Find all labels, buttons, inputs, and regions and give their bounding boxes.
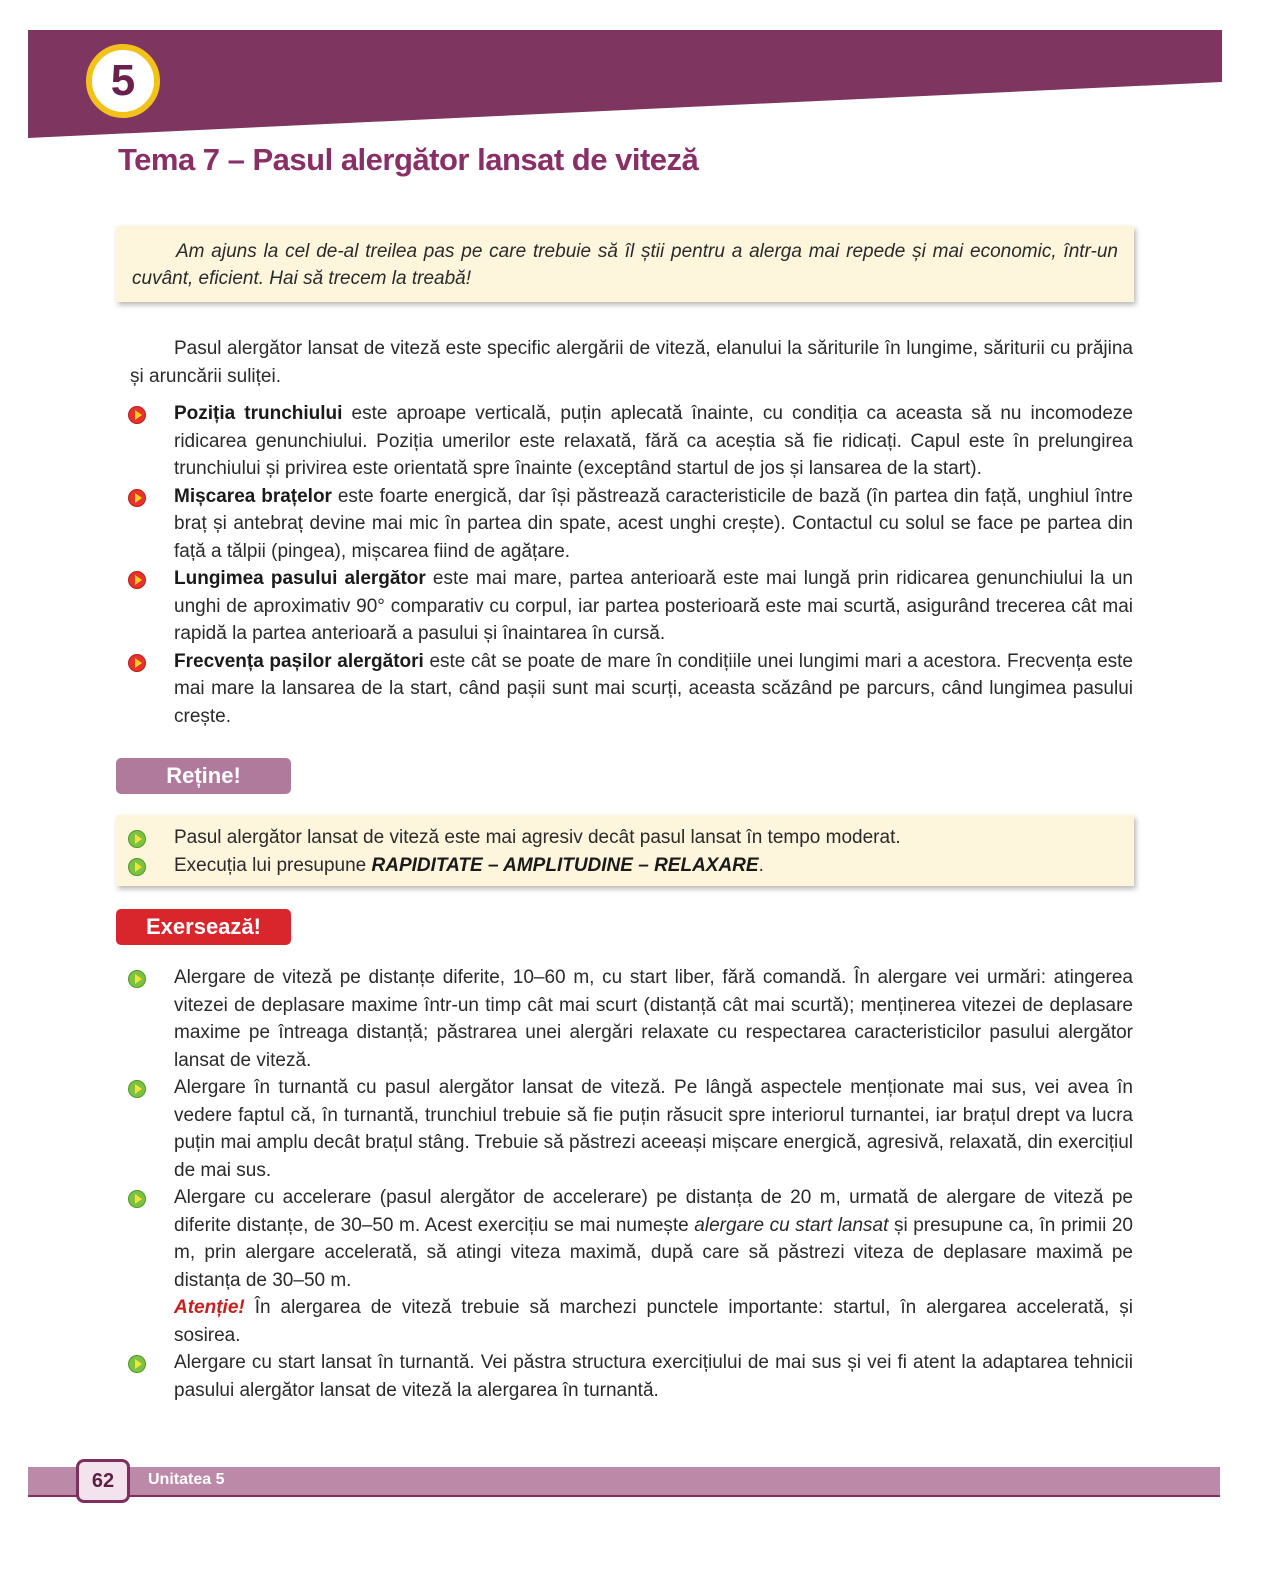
- bullet-icon: [128, 970, 146, 988]
- bullet-icon: [128, 830, 146, 848]
- point-text: este foarte energică, dar își păstrează caracteristicile de bază (în partea din față, unghiul între braț și antebraț devine mai mic în partea din spate, acest unghi crește). Contactul cu solul se face pe partea din față a tălpii (pingea), mișcarea fiind de agățare.: [174, 485, 1133, 562]
- list-item: [128, 852, 1118, 880]
- page-number-badge: [76, 1459, 130, 1503]
- bullet-icon: [128, 406, 146, 424]
- point-term: Mișcarea brațelor: [174, 485, 332, 507]
- bullet-icon: [128, 571, 146, 589]
- page-number: 62: [91, 1469, 115, 1492]
- remember-item-prefix: Execuția lui presupune: [174, 854, 372, 876]
- remember-box: [116, 815, 1134, 886]
- bullet-icon: [128, 1355, 146, 1373]
- point-text: este cât se poate de mare în condițiile unei lungimi mari a acestora. Frecvența este mai mare la lansarea de la start, când pașii sunt mai scurți, aceasta scăzând pe parcurs, când lungimea pasului crește.: [174, 650, 1133, 727]
- exercise-item-emphasis: alergare cu start lansat: [694, 1214, 889, 1236]
- exercise-label: Exersează!: [146, 914, 261, 939]
- exercise-item-part: și presupune ca, în primii 20 m, prin alergare accelerată, să atingi viteza maximă, după care să păstrezi viteza de deplasare maximă pe distanța de 30–50 m.: [174, 1214, 1133, 1291]
- exercise-item-part: Alergare cu accelerare (pasul alergător de accelerare) pe distanța de 20 m, urmată de alergare de viteză pe diferite distanțe, de 30–50 m. Acest exercițiu se mai numește: [174, 1187, 1133, 1236]
- bullet-icon: [128, 858, 146, 876]
- remember-emphasis: RAPIDITATE – AMPLITUDINE – RELAXARE: [371, 854, 759, 876]
- exercise-item: Alergare cu start lansat în turnantă. Vei păstra structura exercițiului de mai sus și vei fi atent la adaptarea tehnicii pasului alergător lansat de viteză la alergarea în turnantă.: [174, 1352, 1133, 1401]
- list-item: [128, 1184, 1133, 1349]
- remember-label: Reține!: [166, 763, 241, 788]
- footer-unit-label: Unitatea 5: [148, 1471, 225, 1488]
- exercise-item: Alergare de viteză pe distanțe diferite, 10–60 m, cu start liber, fără comandă. În alergare vei urmări: atingerea vitezei de deplasare maxime într-un timp cât mai scurt (distanță cât mai scurtă); menținerea vitezei de deplasare maxime pe întreaga distanță; păstrarea unei alergări relaxate cu respectarea caracteristicilor pasului alergător lansat de viteză.: [174, 967, 1133, 1071]
- list-item: [128, 1349, 1133, 1404]
- bullet-icon: [128, 489, 146, 507]
- intro-text: Am ajuns la cel de-al treilea pas pe care trebuie să îl știi pentru a alerga mai repede și mai economic, într-un cuvânt, eficient. Hai să trecem la treabă!: [132, 241, 1118, 289]
- point-text: este aproape verticală, puțin aplecată înainte, cu condiția ca aceasta să nu incomodeze ridicarea genunchiului. Poziția umerilor este relaxată, fără ca aceștia să fie ridicați. Capul este în prelungirea trunchiului și privirea este orientată spre înainte (exceptând startul de jos și lansarea de la start).: [174, 403, 1133, 479]
- list-item: [128, 1074, 1133, 1184]
- point-term: Frecvența pașilor alergători: [174, 650, 424, 672]
- unit-number-badge: [86, 44, 160, 118]
- remember-item-suffix: .: [758, 854, 764, 876]
- header-band-shape: [28, 30, 1222, 140]
- intro-box: [116, 226, 1134, 302]
- header-band: [28, 30, 1242, 140]
- remember-list: [128, 824, 1118, 879]
- remember-item: Pasul alergător lansat de viteză este mai agresiv decât pasul lansat în tempo moderat.: [174, 827, 901, 848]
- remember-tag: [116, 758, 291, 794]
- exercise-list: [128, 964, 1133, 1404]
- list-item: [128, 565, 1133, 648]
- exercise-item: Alergare în turnantă cu pasul alergător lansat de viteză. Pe lângă aspectele menționate mai sus, vei avea în vedere faptul că, în turnantă, trunchiul trebuie să fie puțin răsucit spre interiorul turnantei, iar brațul drept va lucra puțin mai amplu decât brațul stâng. Trebuie să păstrezi aceeași mișcare energică, agresivă, relaxată, din exercițiul de mai sus.: [174, 1077, 1133, 1181]
- technique-points-list: [128, 400, 1133, 730]
- point-term: Lungimea pasului alergător: [174, 568, 426, 589]
- warning-text: În alergarea de viteză trebuie să marchezi punctele importante: startul, în alergarea accelerată, și sosirea.: [174, 1297, 1133, 1346]
- list-item: [128, 483, 1133, 566]
- footer-rule: [28, 1495, 1220, 1497]
- list-item: [128, 964, 1133, 1074]
- exercise-tag: [116, 909, 291, 945]
- point-text: este mai mare, partea anterioară este mai lungă prin ridicarea genunchiului la un unghi de aproximativ 90° comparativ cu corpul, iar partea posterioară este mai scurtă, asigurând trecerea cât mai rapidă la partea anterioară a pasului și înaintarea în cursă.: [174, 568, 1133, 644]
- list-item: [128, 824, 1118, 852]
- unit-number: 5: [110, 56, 136, 105]
- point-term: Poziția trunchiului: [174, 403, 343, 424]
- bullet-icon: [128, 1190, 146, 1208]
- list-item: [128, 400, 1133, 483]
- intro-paragraph: Pasul alergător lansat de viteză este specific alergării de viteză, elanului la săriturile în lungime, săriturii cu prăjina și aruncării suliței.: [130, 338, 1133, 387]
- page-title: Tema 7 – Pasul alergător lansat de viteză: [118, 142, 699, 177]
- warning-label: Atenție!: [174, 1297, 245, 1318]
- bullet-icon: [128, 654, 146, 672]
- bullet-icon: [128, 1080, 146, 1098]
- list-item: [128, 648, 1133, 731]
